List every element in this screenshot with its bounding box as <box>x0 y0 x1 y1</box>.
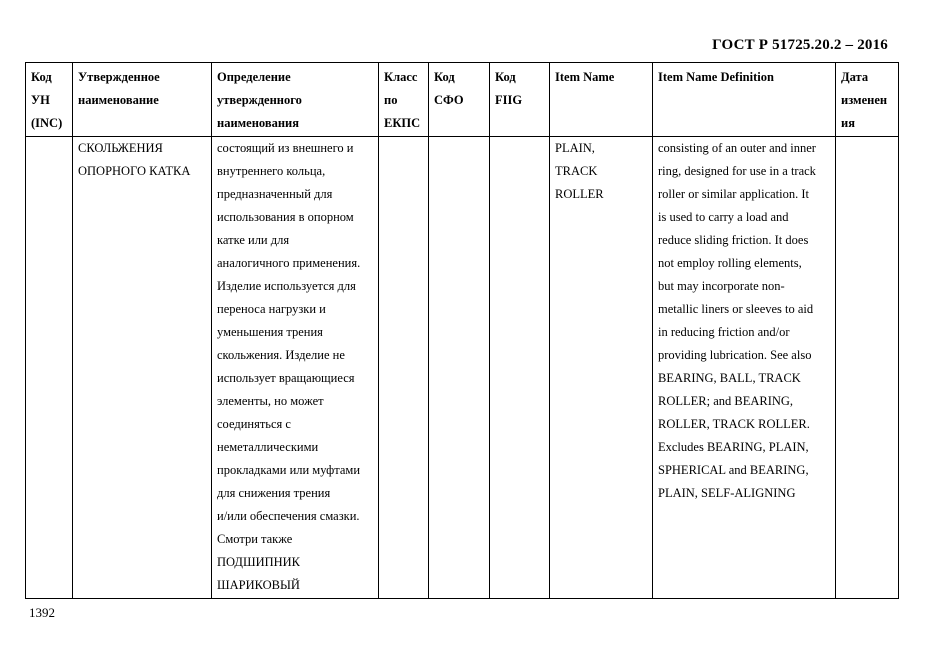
header-line: СФО <box>434 93 464 107</box>
cell-approved-name <box>73 137 212 599</box>
column-header-definition <box>212 63 379 137</box>
cell-line: metallic liners or sleeves to aid <box>658 302 814 316</box>
column-header-sfo-code <box>429 63 490 137</box>
cell-line: ROLLER; and BEARING, <box>658 394 794 408</box>
cell-line: SPHERICAL and BEARING, <box>658 463 809 477</box>
standard-designation: ГОСТ Р 51725.20.2 – 2016 <box>712 37 888 53</box>
cell-item-name-definition <box>653 137 836 599</box>
header-line: Код <box>434 70 455 84</box>
column-header-item-name-definition <box>653 63 836 137</box>
cell-line: ring, designed for use in a track <box>658 164 816 178</box>
cell-definition-ru <box>212 137 379 599</box>
cell-line: неметаллическими <box>217 440 319 454</box>
cell-line: прокладками или муфтами <box>217 463 361 477</box>
cell-line: переноса нагрузки и <box>217 302 326 316</box>
cell-line: ШАРИКОВЫЙ <box>217 578 300 592</box>
cell-line: reduce sliding friction. It does <box>658 233 809 247</box>
header-line: УН <box>31 93 50 107</box>
page-number: 1392 <box>29 605 55 620</box>
header-line: Определение <box>217 70 291 84</box>
header-line: (INC) <box>31 116 63 130</box>
cell-line: состоящий из внешнего и <box>217 141 354 155</box>
cell-line: in reducing friction and/or <box>658 325 790 339</box>
cell-line: для снижения трения <box>217 486 331 500</box>
cell-line: уменьшения трения <box>217 325 323 339</box>
cell-inc <box>26 137 73 599</box>
cell-line: скольжения. Изделие не <box>217 348 345 362</box>
cell-sfo-code <box>429 137 490 599</box>
header-line: FIIG <box>495 93 523 107</box>
header-line: по <box>384 93 398 107</box>
cell-line: ОПОРНОГО КАТКА <box>78 164 191 178</box>
cell-line: TRACK <box>555 164 598 178</box>
cell-line: PLAIN, <box>555 141 595 155</box>
header-line: наименования <box>217 116 300 130</box>
column-header-inc <box>26 63 73 137</box>
cell-line: СКОЛЬЖЕНИЯ <box>78 141 163 155</box>
column-header-item-name <box>550 63 653 137</box>
cell-line: Excludes BEARING, PLAIN, <box>658 440 809 454</box>
column-header-fiig-code <box>490 63 550 137</box>
table-row <box>26 137 899 599</box>
cell-line: Смотри также <box>217 532 293 546</box>
header-line: Item Name Definition <box>658 70 774 84</box>
cell-item-name <box>550 137 653 599</box>
cell-change-date <box>836 137 899 599</box>
cell-line: ROLLER <box>555 187 604 201</box>
cell-line: использования в опорном <box>217 210 354 224</box>
header-line: утвержденного <box>217 93 302 107</box>
cell-line: providing lubrication. See also <box>658 348 812 362</box>
cell-line: BEARING, BALL, TRACK <box>658 371 801 385</box>
header-line: Код <box>31 70 52 84</box>
header-line: Item Name <box>555 70 615 84</box>
cell-line: roller or similar application. It <box>658 187 809 201</box>
cell-line: Изделие используется для <box>217 279 356 293</box>
cell-line: элементы, но может <box>217 394 324 408</box>
column-header-approved-name <box>73 63 212 137</box>
cell-line: внутреннего кольца, <box>217 164 326 178</box>
cell-line: is used to carry a load and <box>658 210 789 224</box>
header-line: Код <box>495 70 516 84</box>
header-line: ЕКПС <box>384 116 421 130</box>
cell-line: предназначенный для <box>217 187 333 201</box>
header-line: изменен <box>841 93 888 107</box>
header-line: Класс <box>384 70 418 84</box>
header-line: наименование <box>78 93 159 107</box>
table-header-row <box>26 63 899 137</box>
column-header-change-date <box>836 63 899 137</box>
catalog-table <box>25 62 899 599</box>
cell-line: соединяться с <box>217 417 291 431</box>
header-line: Дата <box>841 70 869 84</box>
cell-line: и/или обеспечения смазки. <box>217 509 360 523</box>
cell-line: consisting of an outer and inner <box>658 141 816 155</box>
cell-line: but may incorporate non- <box>658 279 785 293</box>
header-line: ия <box>841 116 855 130</box>
header-line: Утвержденное <box>78 70 160 84</box>
cell-line: катке или для <box>217 233 290 247</box>
cell-line: not employ rolling elements, <box>658 256 802 270</box>
cell-ekps-class <box>379 137 429 599</box>
cell-line: аналогичного применения. <box>217 256 361 270</box>
cell-fiig-code <box>490 137 550 599</box>
cell-line: использует вращающиеся <box>217 371 355 385</box>
column-header-ekps-class <box>379 63 429 137</box>
cell-line: ROLLER, TRACK ROLLER. <box>658 417 810 431</box>
cell-line: PLAIN, SELF-ALIGNING <box>658 486 796 500</box>
cell-line: ПОДШИПНИК <box>217 555 301 569</box>
